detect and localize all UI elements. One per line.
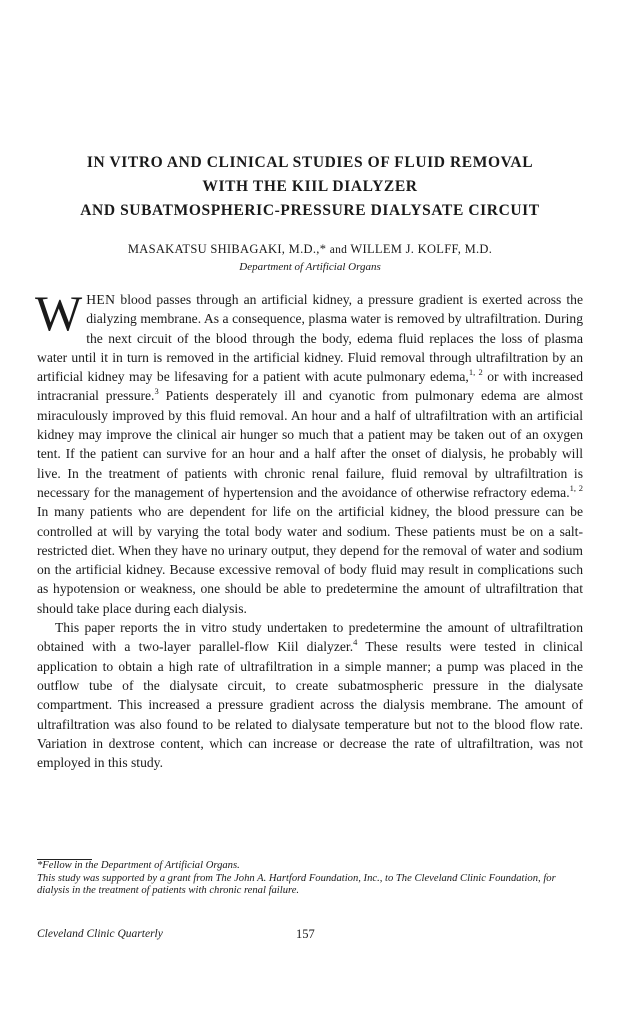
- paragraph-2-text-a: This paper reports the in vitro study undertaken to predetermine the amount of ultrafiltration obtained with a two-layer parallel-flow Kiil dialyzer.: [37, 620, 583, 655]
- paragraph-1-text-d: In many patients who are dependent for life on the artificial kidney, the blood pressure can be controlled at will by varying the total body water and sodium. These patients must be on a salt-restricted diet. When they have no urinary output, they depend for the removal of water and sodium on the artificial kidney. Because excessive removal of body fluid may result in complications such as hypotension or weakness, one should be able to predetermine the amount of ultrafiltration that should take place during each dialysis.: [37, 504, 583, 616]
- paragraph-1-text-b: or with increased intracranial pressure.: [37, 369, 584, 404]
- author-byline: [30, 241, 590, 258]
- drop-cap: W: [35, 285, 83, 341]
- citation-ref: 3: [154, 386, 159, 397]
- journal-name: Cleveland Clinic Quarterly: [37, 928, 163, 940]
- author-department: Department of Artificial Organs: [239, 261, 381, 273]
- article-title-line-3: AND SUBATMOSPHERIC-PRESSURE DIALYSATE CIRCUIT: [80, 202, 540, 219]
- author-2: WILLEM J. KOLFF, M.D.: [350, 242, 493, 256]
- paragraph-2-text-b: These results were tested in clinical application to obtain a high rate of ultrafiltration in a simple manner; a pump was placed in the outflow tube of the dialysate circuit, to create subatmospheric pressure in the dialysate compartment. This increased a pressure gradient across the dialysis membrane. The amount of ultrafiltration was also found to be related to dialysate temperature but not to the blood flow rate. Variation in dextrose content, which can increase or decrease the rate of ultrafiltration, was not employed in this study.: [37, 639, 583, 771]
- footnote-1: *Fellow in the Department of Artificial Organs.: [37, 860, 240, 871]
- footnote-2: This study was supported by a grant from The John A. Hartford Foundation, Inc., to The Cleveland Clinic Foundation, for dialysis in the treatment of patients with chronic renal failure.: [37, 872, 556, 897]
- citation-ref: 1, 2: [569, 482, 583, 493]
- author-conjunction: and: [329, 244, 348, 256]
- paragraph-2: [37, 618, 583, 772]
- article-body: [35, 285, 584, 772]
- page-number: 157: [296, 927, 315, 941]
- author-1-footnote-mark: *: [319, 242, 327, 256]
- paragraph-1-text-c: Patients desperately ill and cyanotic from pulmonary edema are almost miraculously improved by this fluid removal. An hour and a half of ultrafiltration with an artificial kidney may improve the clinical air hunger so much that a patient may be taken out of an oxygen tent. If the patient can survive for an hour and a half after the onset of dialysis, he probably will live. In the treatment of patients with chronic renal failure, fluid removal by ultrafiltration is necessary for the management of hypertension and the avoidance of otherwise refractory edema.: [37, 388, 584, 500]
- author-1: MASAKATSU SHIBAGAKI, M.D.,: [127, 242, 320, 256]
- citation-ref: 4: [353, 637, 358, 648]
- article-title-line-1: IN VITRO AND CLINICAL STUDIES OF FLUID REMOVAL: [86, 154, 534, 171]
- article-title-line-2: WITH THE KIIL DIALYZER: [202, 178, 418, 195]
- citation-ref: 1, 2: [468, 367, 483, 378]
- lead-word: HEN: [86, 292, 116, 307]
- paragraph-1-text-a: blood passes through an artificial kidney, a pressure gradient is exerted across the dialyzing membrane. As a consequence, plasma water is removed by ultrafiltration. During the next circuit of the blood through the body, edema fluid replaces the loss of plasma water until it in turn is removed in the artificial kidney. Fluid removal through ultrafiltration by an artificial kidney may be lifesaving for a patient with acute pulmonary edema,: [37, 292, 583, 385]
- paragraph-1: [35, 285, 584, 618]
- footnotes: [37, 860, 583, 898]
